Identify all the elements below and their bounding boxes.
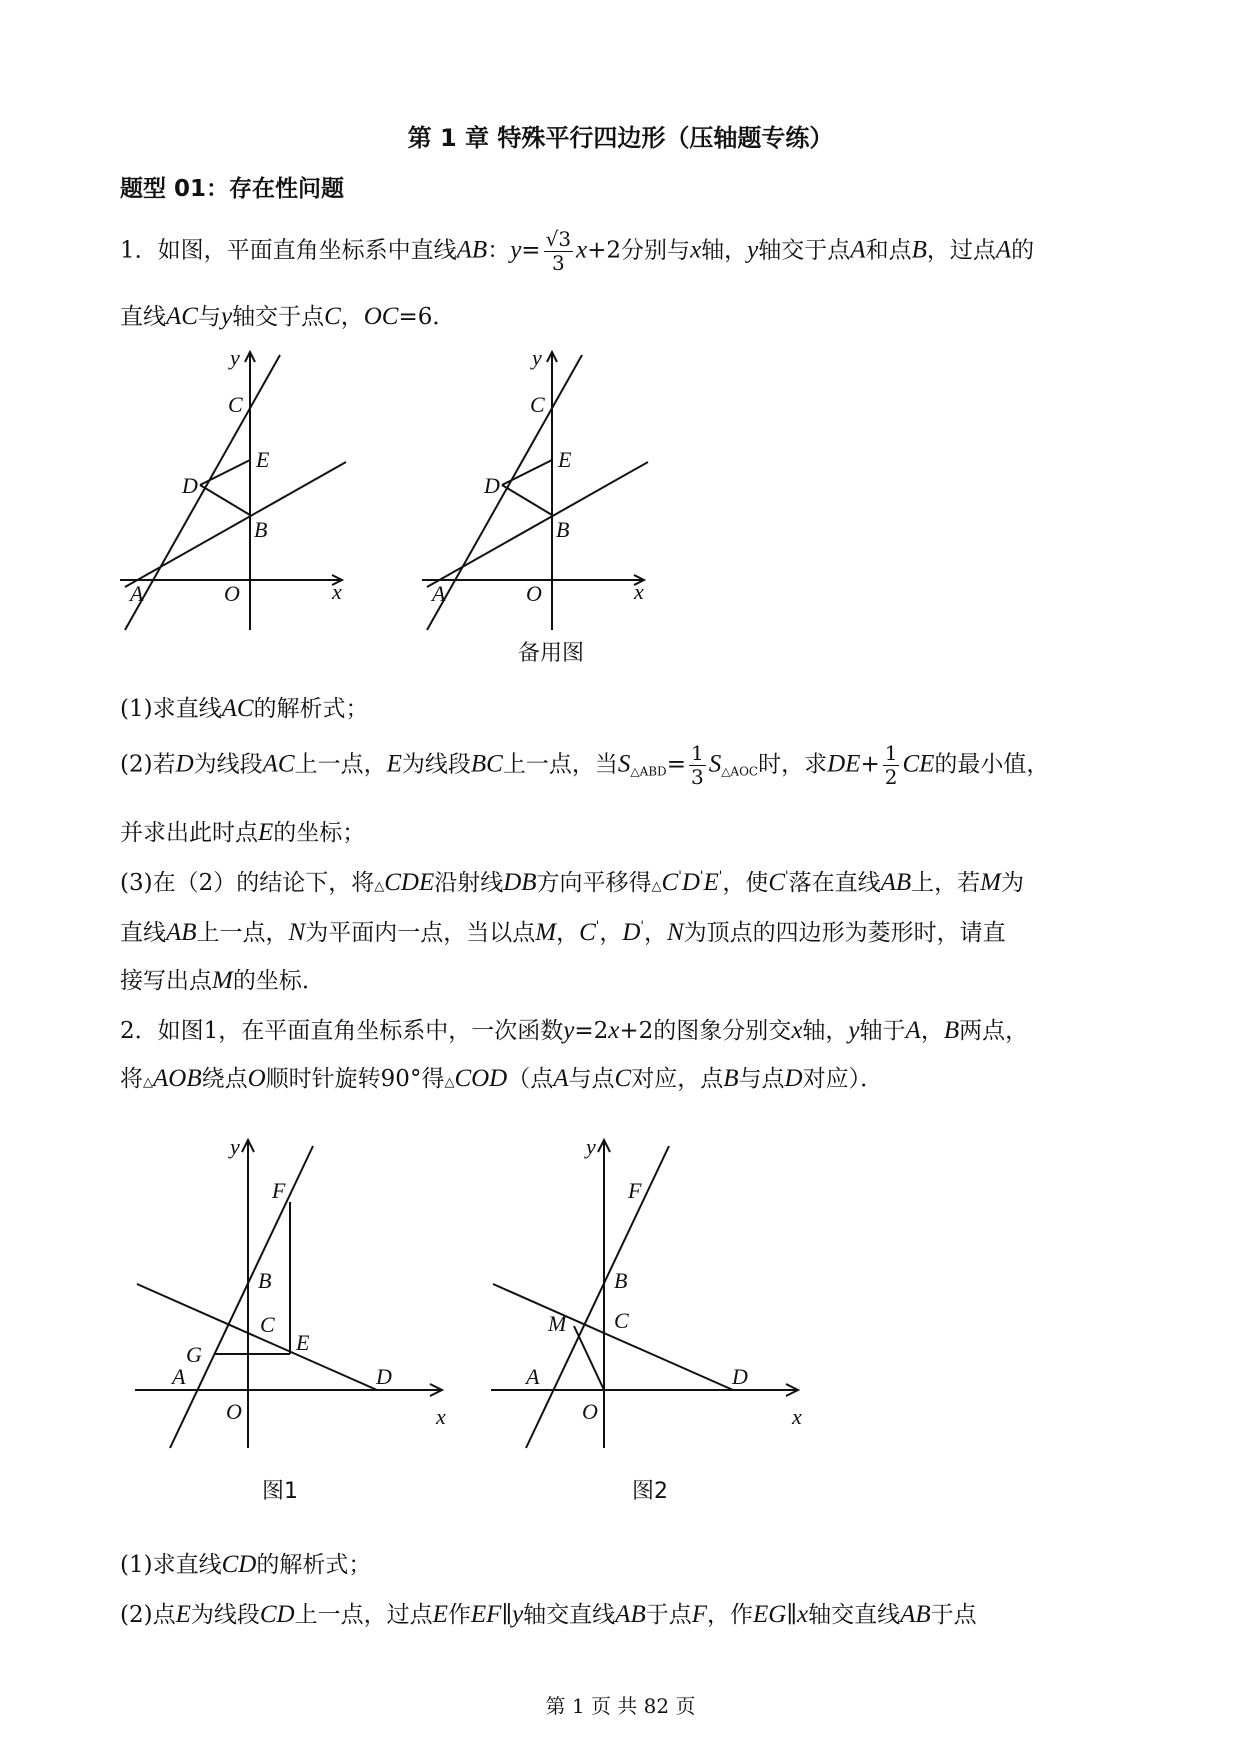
fraction-one-half: $\frac{1}{2}$ [884,741,898,789]
label-y: y [532,345,542,370]
q1-part-1: (1)求直线AC的解析式； [120,695,369,722]
q1-line-2: 直线AC与y轴交于点C，OC=6． [120,303,456,330]
label-o: O [226,1399,242,1424]
label-d: D [376,1364,392,1389]
label-a: A [172,1364,186,1389]
label-a: A [130,581,144,606]
caption-backup-figure: 备用图 [518,641,585,666]
label-x: x [436,1404,446,1429]
fraction-one-third: $\frac{1}{3}$ [690,741,704,789]
caption-figure-1: 图1 [262,1479,298,1504]
q1-part-2-cont: 并求出此时点E的坐标； [120,819,366,846]
label-e: E [256,447,270,472]
q1-figure-main [110,340,370,640]
line-ac [427,355,582,630]
q2-line-2: 将△AOB绕点O顺时针旋转90°得△COD（点A与点C对应，点B与点D对应）． [120,1065,884,1092]
q2-part-1: (1)求直线CD的解析式； [120,1551,372,1578]
q1-figure-backup [412,340,672,640]
label-o: O [526,581,542,606]
caption-figure-2: 图2 [632,1479,668,1504]
segment-de [502,460,552,485]
q1-part-3-cont: 直线AB上一点，N为平面内一点，当以点M，C'，D'，N为顶点的四边形为菱形时，请直 [120,919,1006,946]
label-d: D [182,473,198,498]
label-o: O [582,1399,598,1424]
label-a: A [432,581,446,606]
label-c: C [228,392,243,417]
label-x: x [792,1404,802,1429]
label-g: G [186,1342,202,1367]
label-d: D [732,1364,748,1389]
segment-de [200,460,250,485]
q1-part-3-cont2: 接写出点M的坐标． [120,967,325,994]
label-a: A [526,1364,540,1389]
line-ab [125,462,346,587]
label-b: B [258,1268,272,1293]
label-x: x [634,579,644,604]
label-c: C [614,1308,629,1333]
label-y: y [230,345,240,370]
page-footer: 第 1 页 共 82 页 [545,1694,696,1718]
label-e: E [558,447,572,472]
label-m: M [548,1311,567,1336]
line-ab [427,462,648,587]
label-c: C [260,1312,275,1337]
label-y: y [586,1134,596,1159]
q2-figure-1 [130,1130,460,1450]
label-d: D [484,473,500,498]
label-c: C [530,392,545,417]
label-e: E [296,1330,310,1355]
segment-db [200,485,250,515]
q2-figure-2 [486,1130,816,1450]
label-b: B [614,1268,628,1293]
q2-line-1: 2．如图1，在平面直角坐标系中，一次函数y=2x+2的图象分别交x轴，y轴于A，B两点， [120,1017,1029,1044]
segment-db [502,485,552,515]
page-title: 第 1 章 特殊平行四边形（压轴题专练） [407,124,834,152]
label-f: F [272,1178,286,1203]
label-f: F [628,1178,642,1203]
section-title: 题型 01：存在性问题 [120,176,345,202]
segment-om [574,1326,604,1390]
q1-part-3: (3)在（2）的结论下，将△CDE沿射线DB方向平移得△C'D'E'，使C'落在直线AB上，若M为 [120,869,1024,896]
label-b: B [254,517,268,542]
label-b: B [556,517,570,542]
fraction-sqrt3-over-3: $\frac{√3}{3}$ [545,227,572,275]
q2-part-2: (2)点E为线段CD上一点，过点E作EF∥y轴交直线AB于点F，作EG∥x轴交直线AB于点 [120,1601,977,1628]
q1-part-2: (2)若D为线段AC上一点，E为线段BC上一点，当$S_{\triangle ABD}=$ $\frac{1}{3}$ $S_{\triangle AOC}$时，求DE+ $\frac{1}{2}$ CE的最小值， [120,741,1050,789]
label-y: y [230,1134,240,1159]
line-ac [125,355,280,630]
label-o: O [224,581,240,606]
q1-line-1: 1．如图，平面直角坐标系中直线AB：y= $\frac{√3}{3}$ x+2分别与x轴，y轴交于点A和点B，过点A的 [120,227,1035,275]
label-x: x [332,579,342,604]
